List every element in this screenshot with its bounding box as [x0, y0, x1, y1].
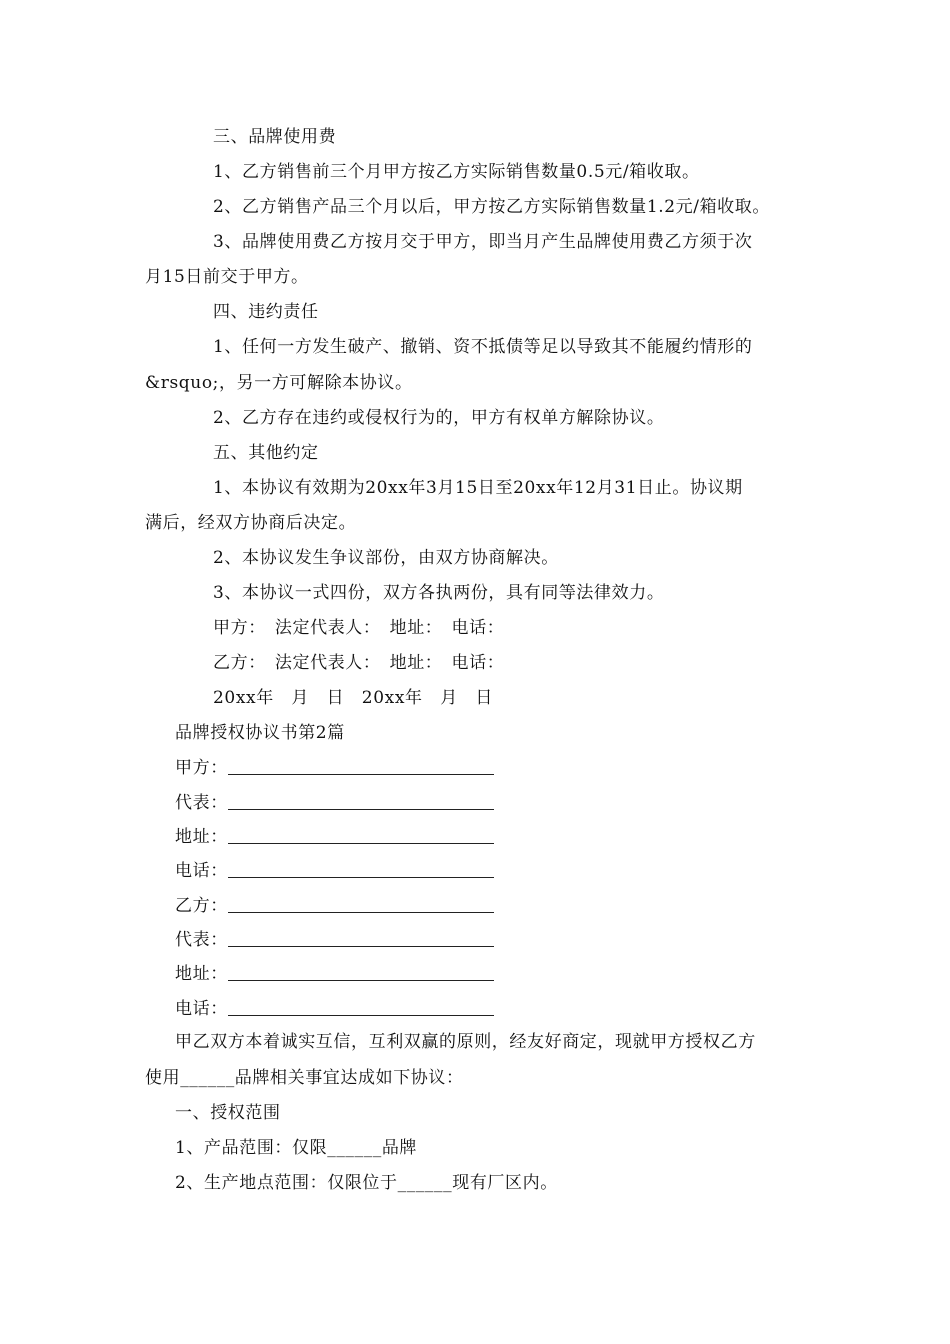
section-heading: 四、违约责任	[213, 302, 319, 322]
blank-underline	[228, 964, 494, 981]
paragraph-line: 3、本协议一式四份，双方各执两份，具有同等法律效力。	[213, 583, 665, 603]
form-field	[175, 826, 494, 848]
blank-underline	[228, 930, 494, 947]
paragraph-line: 满后，经双方协商后决定。	[145, 513, 357, 533]
form-field	[175, 860, 494, 882]
field-label: 乙方：	[175, 896, 228, 916]
section-heading: 一、授权范围	[175, 1103, 281, 1123]
paragraph-line: 2、乙方销售产品三个月以后，甲方按乙方实际销售数量1.2元/箱收取。	[213, 197, 770, 217]
document-title: 品牌授权协议书第2篇	[175, 723, 345, 743]
blank-underline	[228, 793, 494, 810]
paragraph-line: 1、乙方销售前三个月甲方按乙方实际销售数量0.5元/箱收取。	[213, 162, 700, 182]
paragraph-line: 月15日前交于甲方。	[145, 267, 309, 287]
blank-underline	[228, 861, 494, 878]
field-label: 电话：	[175, 999, 228, 1019]
paragraph-line: 甲乙双方本着诚实互信，互利双赢的原则，经友好商定，现就甲方授权乙方	[175, 1032, 756, 1052]
form-field	[175, 895, 494, 917]
field-label: 电话：	[175, 861, 228, 881]
signature-line: 甲方： 法定代表人： 地址： 电话：	[213, 618, 505, 638]
paragraph-line: 2、本协议发生争议部份，由双方协商解决。	[213, 548, 559, 568]
field-label: 地址：	[175, 827, 228, 847]
paragraph-line: &rsquo;，另一方可解除本协议。	[145, 373, 413, 393]
signature-line: 乙方： 法定代表人： 地址： 电话：	[213, 653, 505, 673]
field-label: 甲方：	[175, 758, 228, 778]
section-heading: 三、品牌使用费	[213, 127, 337, 147]
blank-underline	[228, 896, 494, 913]
paragraph-line: 使用______品牌相关事宜达成如下协议：	[145, 1068, 464, 1088]
section-heading: 五、其他约定	[213, 443, 319, 463]
date-line: 20xx年 月 日 20xx年 月 日	[213, 688, 494, 708]
form-field	[175, 929, 494, 951]
blank-underline	[228, 758, 494, 775]
form-field	[175, 757, 494, 779]
form-field	[175, 963, 494, 985]
field-label: 代表：	[175, 793, 228, 813]
field-label: 地址：	[175, 964, 228, 984]
blank-underline	[228, 999, 494, 1016]
paragraph-line: 3、品牌使用费乙方按月交于甲方，即当月产生品牌使用费乙方须于次	[213, 232, 753, 252]
form-field	[175, 792, 494, 814]
blank-underline	[228, 827, 494, 844]
paragraph-line: 1、任何一方发生破产、撤销、资不抵债等足以导致其不能履约情形的	[213, 337, 753, 357]
field-label: 代表：	[175, 930, 228, 950]
paragraph-line: 2、生产地点范围：仅限位于______现有厂区内。	[175, 1173, 558, 1193]
paragraph-line: 1、本协议有效期为20xx年3月15日至20xx年12月31日止。协议期	[213, 478, 743, 498]
paragraph-line: 2、乙方存在违约或侵权行为的，甲方有权单方解除协议。	[213, 408, 665, 428]
paragraph-line: 1、产品范围：仅限______品牌	[175, 1138, 418, 1158]
form-field	[175, 998, 494, 1020]
